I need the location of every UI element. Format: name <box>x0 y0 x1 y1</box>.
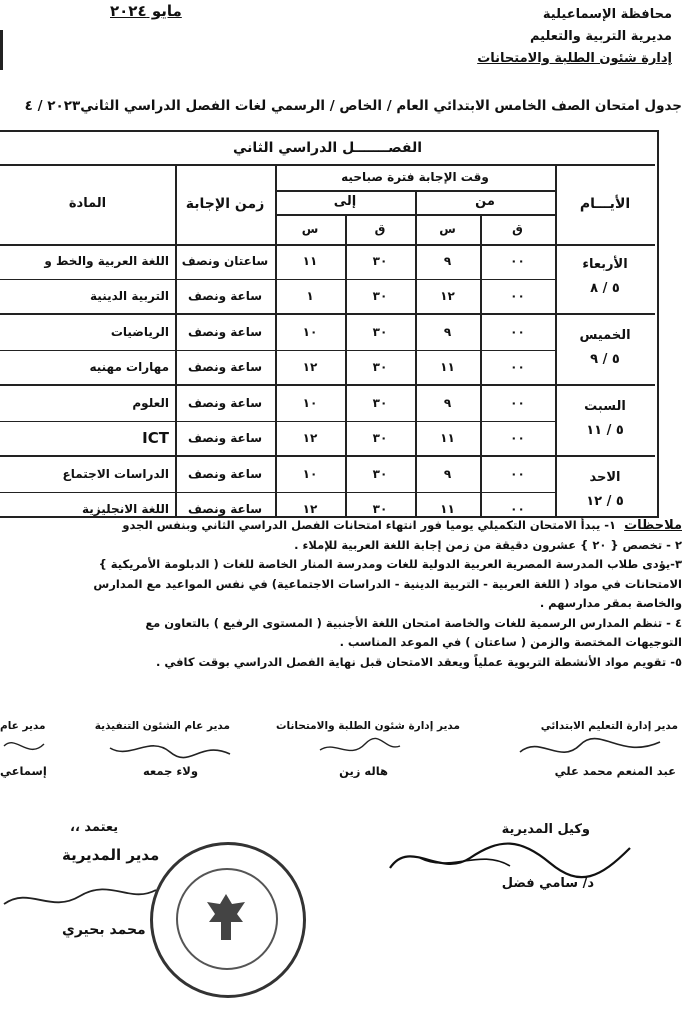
cell-from-min: ٠٠ <box>510 501 525 516</box>
cell-to-hour: ١١ <box>302 254 318 268</box>
note-4: ٤ - تنظم المدارس الرسمية للغات والخاصة امتحان اللغة الأجنبية ( المستوى الرفيع ) بالتعاون مع <box>145 615 682 630</box>
cell-duration: ساعة ونصف <box>187 396 263 410</box>
header-from-hour: س <box>439 222 456 236</box>
cell-duration: ساعة ونصف <box>187 467 263 481</box>
cell-to-min: ٣٠ <box>372 396 388 410</box>
cell-from-min: ٠٠ <box>510 325 525 339</box>
cell-to-hour: ١٢ <box>302 430 318 445</box>
notes-section <box>2 516 682 672</box>
cell-to-min: ٣٠ <box>372 501 388 516</box>
cell-to-hour: ١٢ <box>302 501 318 516</box>
day-name: الاحد <box>589 470 621 485</box>
cell-duration: ساعة ونصف <box>187 359 263 374</box>
day-date: ٥ / ٨ <box>590 281 620 296</box>
cell-from-hour: ٩ <box>443 254 452 268</box>
cell-from-hour: ٩ <box>443 396 452 410</box>
deputy-signature-scribble <box>380 828 640 888</box>
day-date: ٥ / ٩ <box>590 352 620 367</box>
cell-from-min: ٠٠ <box>510 288 525 303</box>
signature-name-executive: ولاء جمعه <box>142 764 198 778</box>
cell-subject: الدراسات الاجتماع <box>62 467 169 481</box>
signature-title-general: مدير عام <box>0 720 46 732</box>
note-3-cont2: والخاصة بمقر مدارسهم . <box>539 596 682 610</box>
note-5: ٥- تقويم مواد الأنشطة التربوية عملياً ويعقد الامتحان قبل نهاية الفصل الدراسي بوقت كافي . <box>155 654 682 669</box>
cell-from-hour: ٩ <box>443 467 452 481</box>
header-to-hour: س <box>301 222 319 236</box>
note-1: ١- يبدأ الامتحان التكميلي يوميا فور انتهاء امتحانات الفصل الدراسي الثاني وبنفس الجدو <box>122 518 617 532</box>
header-to-min: ق <box>374 222 386 236</box>
document-title: جدول امتحان الصف الخامس الابتدائي العام / الخاص / الرسمي لغات الفصل الدراسي الثاني٢٠٢٣ / ٤ <box>24 98 682 114</box>
cell-from-hour: ١١ <box>440 359 455 374</box>
cell-duration: ساعة ونصف <box>187 288 263 303</box>
approval-name: محمد بحيري <box>62 922 146 938</box>
cell-subject: مهارات مهنيه <box>89 359 169 374</box>
day-name: الأربعاء <box>582 257 628 272</box>
cell-to-min: ٣٠ <box>372 325 388 339</box>
cell-from-hour: ١١ <box>440 501 455 516</box>
approval-label: يعتمد ،، <box>70 820 119 835</box>
cell-subject: اللغة الانجليزية <box>82 501 169 516</box>
cell-duration: ساعة ونصف <box>187 430 263 445</box>
signature-name-exams: هاله زين <box>339 764 388 778</box>
cell-subject: العلوم <box>132 396 169 410</box>
cell-from-hour: ١١ <box>440 430 455 445</box>
cell-to-hour: ١ <box>306 288 314 303</box>
signature-title-primary: مدير إدارة التعليم الابتدائي <box>540 720 678 732</box>
exam-schedule-table <box>0 130 659 518</box>
cell-to-min: ٣٠ <box>372 254 388 268</box>
approval-title: مدير المديرية <box>62 846 160 864</box>
cell-duration: ساعتان ونصف <box>181 254 269 268</box>
cell-to-hour: ١٢ <box>302 359 318 374</box>
note-3-cont: الامتحانات في مواد ( اللغة العربية - التربية الدينية - الدراسات الاجتماعية) في نفس المواعيد مع المدارس <box>93 576 682 591</box>
issuer-header <box>412 4 672 70</box>
cell-from-min: ٠٠ <box>510 254 525 268</box>
day-date: ٥ / ١١ <box>586 423 624 438</box>
cell-from-min: ٠٠ <box>510 467 525 481</box>
header-period: وقت الإجابة فترة صباحيه <box>341 170 489 184</box>
signature-title-executive: مدير عام الشئون التنفيذية <box>94 720 230 732</box>
note-2: ٢ - تخصص { ٢٠ } عشرون دقيقة من زمن إجابة اللغة العربية للإملاء . <box>294 537 682 552</box>
day-name: الخميس <box>579 328 631 343</box>
day-date: ٥ / ١٢ <box>586 494 624 509</box>
header-from-min: ق <box>512 222 523 236</box>
document-date: مايو ٢٠٢٤ <box>110 2 182 20</box>
cell-subject: التربية الدينية <box>90 288 169 303</box>
eagle-emblem-icon <box>205 892 247 944</box>
governorate-line: محافظة الإسماعيلية <box>542 7 672 22</box>
handwritten-signatures <box>0 730 690 770</box>
header-subject: المادة <box>68 196 107 211</box>
cell-from-min: ٠٠ <box>510 396 525 410</box>
directorate-line: مديرية التربية والتعليم <box>529 29 672 44</box>
signature-name-general: إسماعي <box>0 764 47 778</box>
cell-duration: ساعة ونصف <box>187 325 263 339</box>
cell-to-hour: ١٠ <box>302 467 318 481</box>
cell-to-min: ٣٠ <box>372 288 388 303</box>
cell-from-hour: ٩ <box>443 325 452 339</box>
note-4-cont: التوجيهات المختصة والزمن ( ساعتان ) في الموعد المناسب . <box>339 635 682 649</box>
cell-to-min: ٣٠ <box>372 359 388 374</box>
signature-title-exams: مدير إدارة شئون الطلبة والامتحانات <box>275 720 460 732</box>
cell-from-min: ٠٠ <box>510 430 525 445</box>
cell-subject: الرياضيات <box>110 325 169 339</box>
department-line: إدارة شئون الطلبة والامتحانات <box>477 51 672 66</box>
page-edge-mark <box>0 30 11 70</box>
cell-to-hour: ١٠ <box>302 325 318 339</box>
cell-to-hour: ١٠ <box>302 396 318 410</box>
note-3: ٣-يؤدى طلاب المدرسة المصرية العربية الدولية للغات ومدرسة المنار الخاصة للغات ( الدبلومة الأمريكية } <box>98 557 682 571</box>
approval-signature-scribble <box>0 880 160 920</box>
cell-subject: اللغة العربية والخط و <box>44 254 169 268</box>
header-duration: زمن الإجابة <box>185 196 265 212</box>
deputy-name: د/ سامي فضل <box>501 876 594 891</box>
cell-to-min: ٣٠ <box>372 467 388 481</box>
deputy-title: وكيل المديرية <box>501 822 590 837</box>
header-from: من <box>475 194 495 209</box>
cell-duration: ساعة ونصف <box>187 501 263 516</box>
header-to: إلى <box>333 194 357 209</box>
day-name: السبت <box>584 399 626 414</box>
cell-subject: ICT <box>142 428 169 447</box>
term-heading: الفصـــــــل الدراسي الثاني <box>0 132 655 166</box>
cell-from-min: ٠٠ <box>510 359 525 374</box>
signature-name-primary: عبد المنعم محمد علي <box>554 764 676 778</box>
cell-to-min: ٣٠ <box>372 430 388 445</box>
header-days: الأيـــام <box>579 196 631 212</box>
cell-from-hour: ١٢ <box>440 288 455 303</box>
notes-label: ملاحظات <box>624 518 682 533</box>
